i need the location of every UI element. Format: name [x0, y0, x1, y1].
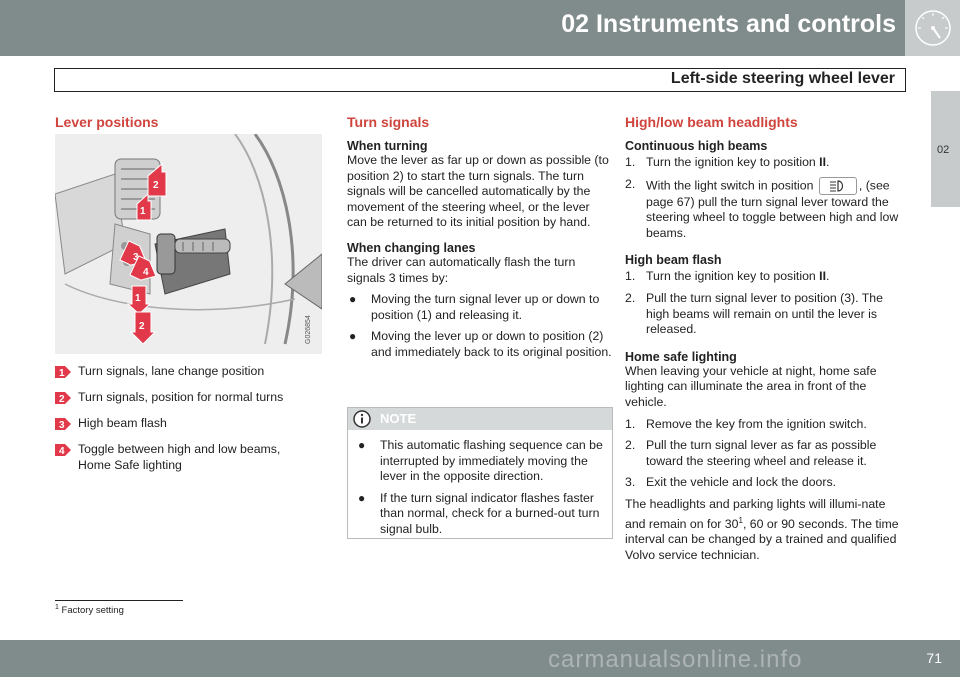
- closing-paragraph: The headlights and parking lights will illumi-nate and remain on for $30^1$, 60 or 90 seconds. The time interval can be changed by a trained and qualified Volvo service technician.: [625, 496, 899, 562]
- chapter-icon-box: [905, 0, 960, 56]
- svg-text:4: 4: [59, 446, 65, 456]
- chapter-side-tab-label: 02: [937, 144, 950, 156]
- fig-label-2-bottom: 2: [139, 321, 145, 332]
- fig-label-3: 3: [133, 252, 139, 263]
- note-box: [347, 407, 613, 539]
- steering-lever-drawing: [55, 134, 322, 354]
- note-label: NOTE: [380, 411, 417, 426]
- footnote-divider: [55, 600, 183, 601]
- note-header: [348, 408, 612, 430]
- fig-label-4: 4: [143, 267, 149, 278]
- legend-badge-1: [55, 366, 71, 378]
- fig-label-1-bottom: 1: [135, 293, 141, 304]
- high-beam-flash-subheading: High beam flash: [625, 253, 722, 268]
- list-item: 1. Turn the ignition key to position II.: [625, 155, 830, 169]
- changing-lanes-text: The driver can automatically flash the turn signals 3 times by:: [347, 254, 576, 285]
- section-title: Left-side steering wheel lever: [670, 70, 895, 87]
- gauge-icon: [913, 8, 953, 48]
- list-item: 2. Pull the turn signal lever as far as possible toward the steering wheel and release it.: [625, 438, 877, 468]
- legend-text: Turn signals, position for normal turns: [78, 390, 284, 404]
- lever-illustration: [55, 134, 322, 354]
- legend-badge-3: [55, 418, 71, 430]
- legend-item: [55, 390, 325, 406]
- legend-item: [55, 442, 325, 473]
- chapter-title: 02 Instruments and controls: [561, 10, 896, 38]
- footnote: $^1$ Factory setting: [55, 604, 124, 617]
- turn-signals-heading: Turn signals: [347, 114, 430, 130]
- legend-text: High beam flash: [78, 416, 167, 430]
- list-item: ● Moving the turn signal lever up or down to position (1) and releasing it.: [349, 292, 600, 322]
- when-turning-text: Move the lever as far up or down as possible (to position 2) to start the turn signals. The turn signals will be cancelled automatically by the movement of the steering wheel, or the lever can be returned to its initial position by hand.: [347, 153, 609, 230]
- footnote-ref: 1: [738, 515, 743, 525]
- legend-badge-4: [55, 444, 71, 456]
- list-item: ● Moving the lever up or down to position (2) and immediately back to its original position.: [349, 329, 612, 359]
- svg-text:1: 1: [59, 368, 65, 378]
- footer-bar: [0, 640, 960, 677]
- fig-label-2-top: 2: [153, 180, 159, 191]
- continuous-high-beams-subheading: Continuous high beams: [625, 139, 768, 153]
- turn-signals-section: [347, 133, 612, 361]
- high-low-beam-heading: High/low beam headlights: [625, 114, 798, 130]
- when-turning-subheading: When turning: [347, 139, 428, 153]
- list-item: ● This automatic flashing sequence can be interrupted by immediately moving the lever in the opposite direction.: [358, 438, 603, 484]
- legend-text: Toggle between high and low beams, Home Safe lighting: [78, 442, 281, 472]
- figure-code: G026854: [305, 315, 312, 344]
- list-item: 1. Remove the key from the ignition switch.: [625, 416, 867, 431]
- page-number: 71: [926, 650, 942, 666]
- list-item: 3. Exit the vehicle and lock the doors.: [625, 475, 837, 490]
- list-item: 2. Pull the turn signal lever to position (3). The high beams will remain on until the lever is released.: [625, 290, 883, 337]
- watermark: carmanualsonline.info: [548, 646, 803, 673]
- legend-item: [55, 416, 325, 432]
- section-title-box: [54, 68, 906, 92]
- home-safe-lighting-subheading: Home safe lighting: [625, 349, 737, 364]
- svg-text:2: 2: [59, 394, 65, 404]
- legend-item: [55, 364, 325, 380]
- list-item: 2. With the light switch in position , (see page 67) pull the turn signal lever toward the steering wheel to toggle between high and low beams.: [625, 176, 899, 240]
- home-safe-intro: When leaving your vehicle at night, home safe lighting can illuminate the area in front of the vehicle.: [625, 363, 877, 409]
- changing-lanes-subheading: When changing lanes: [347, 240, 476, 255]
- list-item: ● If the turn signal indicator flashes faster than normal, check for a burned-out turn signal bulb.: [358, 490, 600, 536]
- list-item: 1. Turn the ignition key to position II.: [625, 269, 830, 284]
- lever-positions-heading: Lever positions: [55, 114, 159, 130]
- legend-text: Turn signals, lane change position: [78, 364, 265, 378]
- headlight-icon: [820, 178, 856, 194]
- info-icon: [353, 410, 371, 428]
- fig-label-1-top: 1: [140, 206, 146, 217]
- light-switch-symbol: [819, 177, 857, 195]
- svg-text:3: 3: [59, 420, 65, 430]
- high-low-beam-section: [625, 133, 907, 563]
- legend-badge-2: [55, 392, 71, 404]
